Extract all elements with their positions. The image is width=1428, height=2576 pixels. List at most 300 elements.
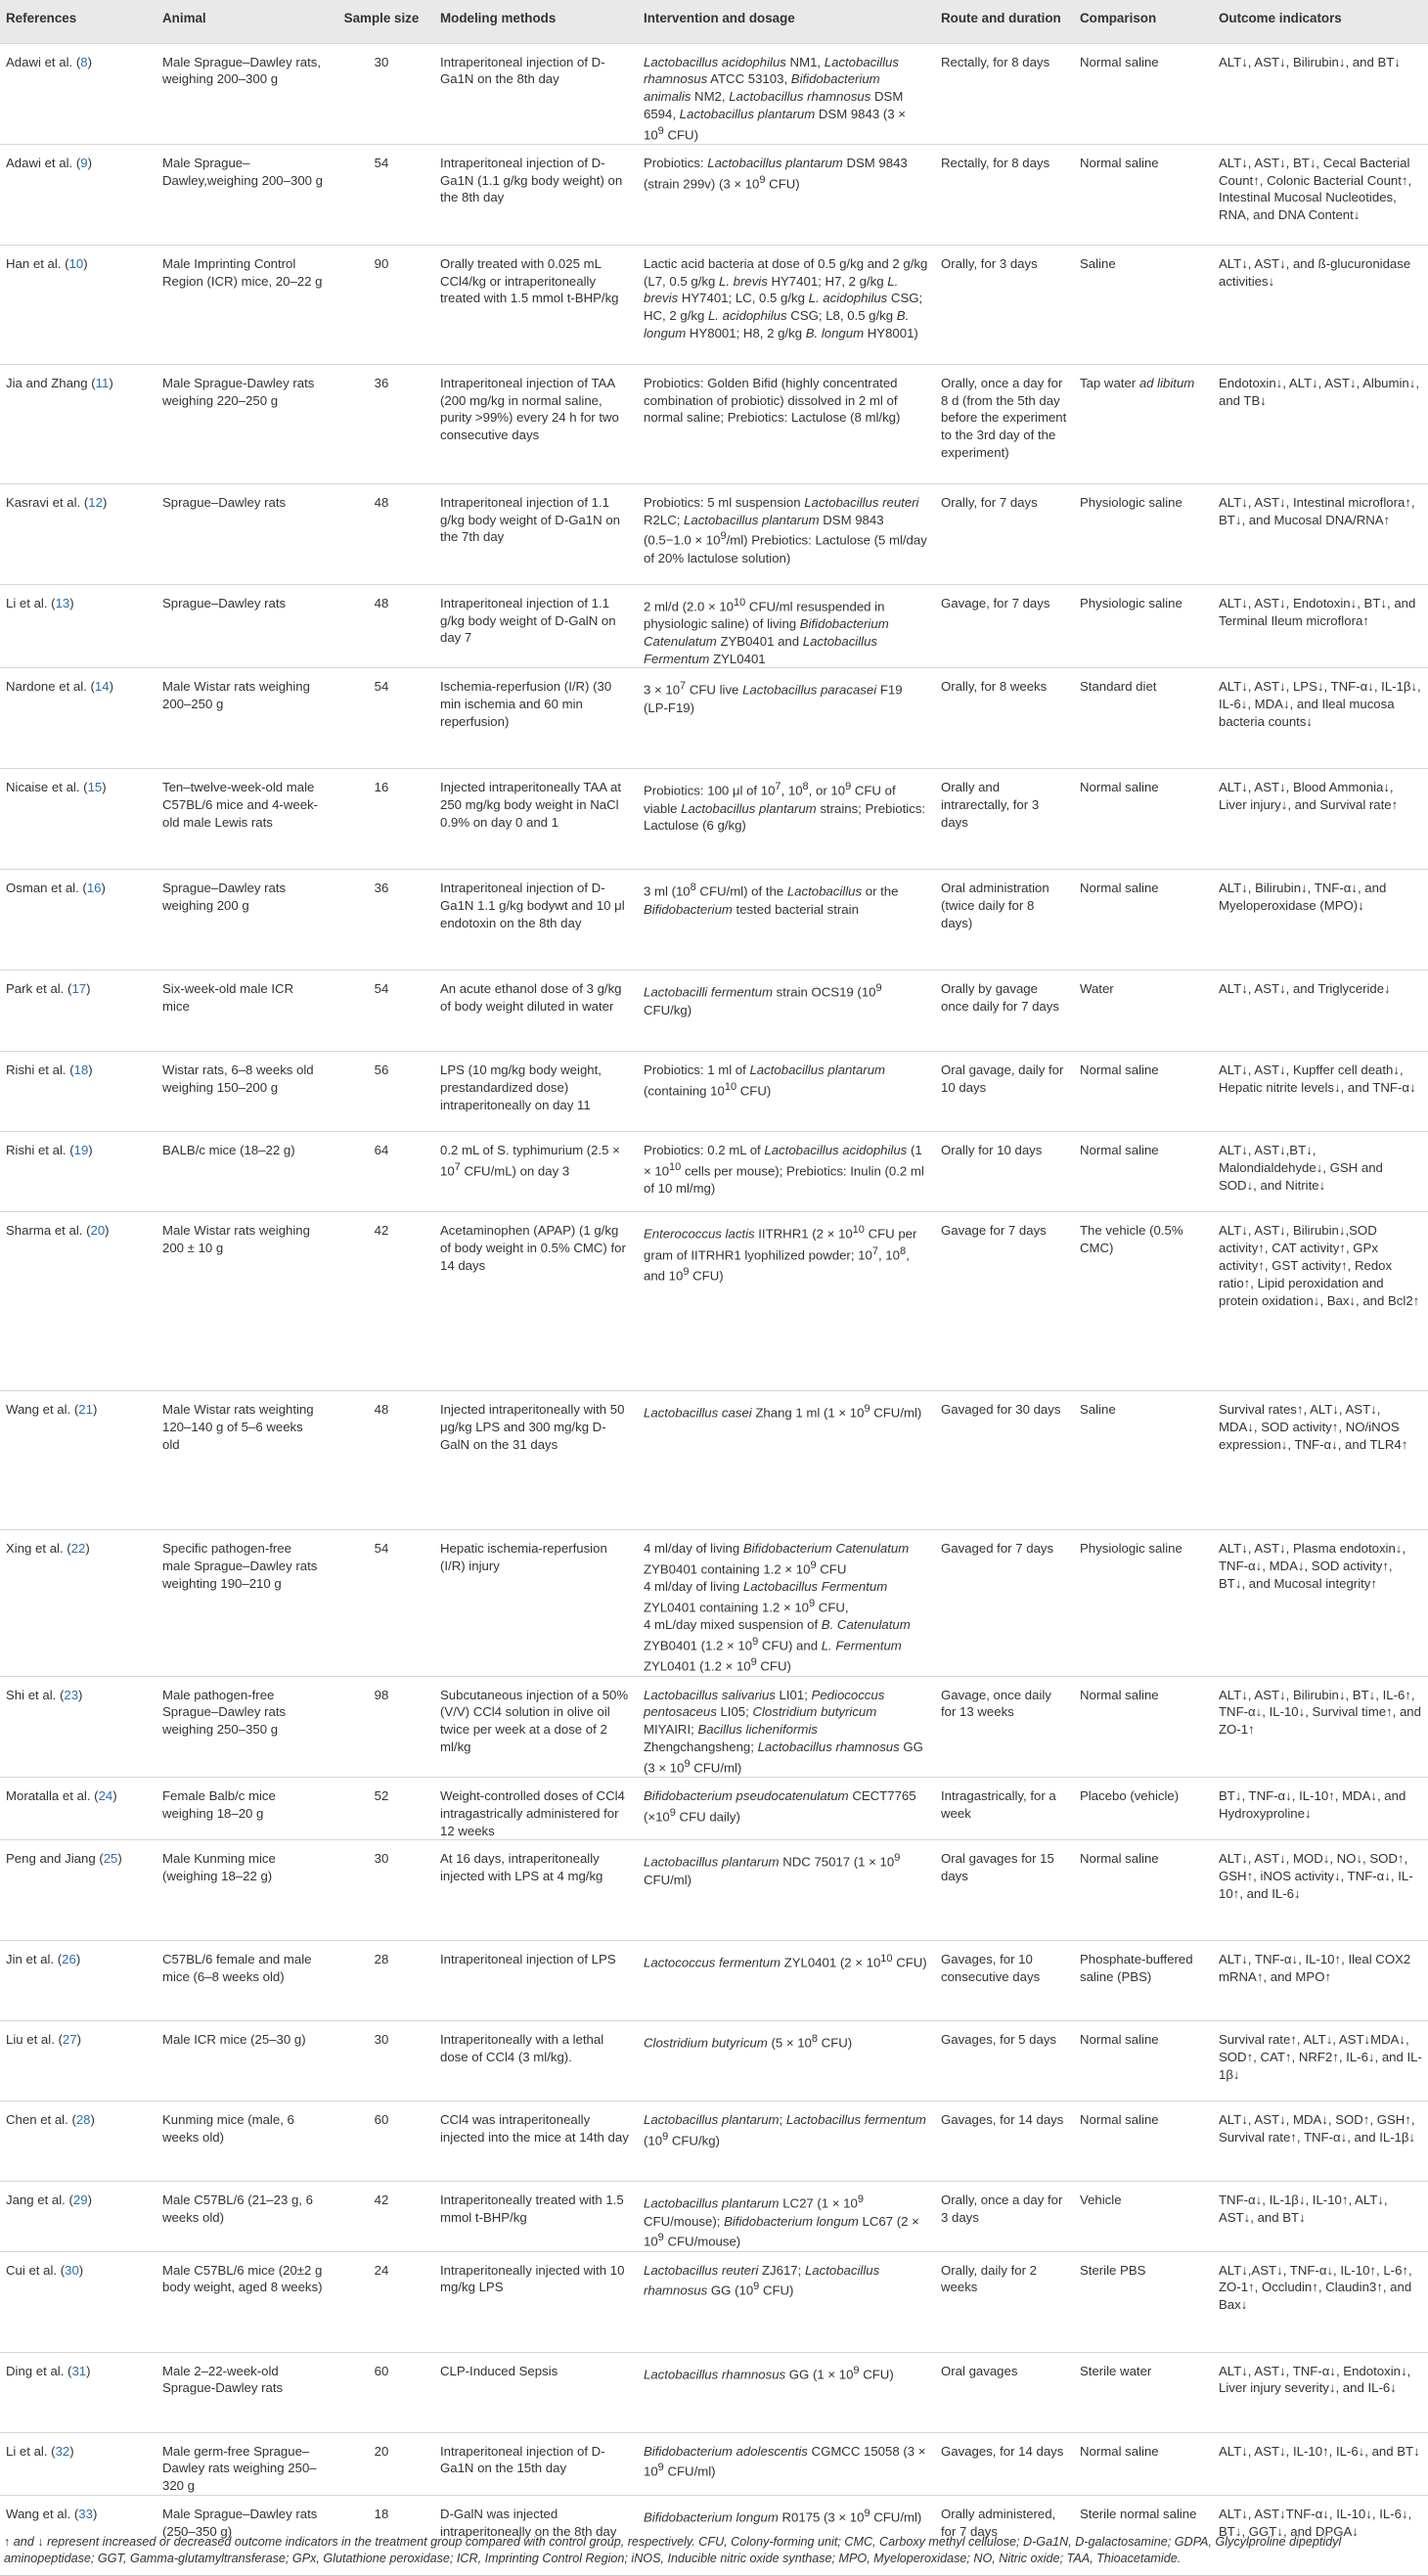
reference-close: ) <box>87 54 92 69</box>
comparison-cell: Normal saline <box>1074 144 1213 245</box>
reference-cell <box>0 1530 156 1676</box>
outcome-cell: ALT↓, AST↓, Bilirubin↓, and BT↓ <box>1213 43 1428 144</box>
outcome-cell: Endotoxin↓, ALT↓, AST↓, Albumin↓, and TB↓ <box>1213 364 1428 483</box>
reference-cell <box>0 584 156 668</box>
comparison-cell: Sterile PBS <box>1074 2251 1213 2352</box>
intervention-cell: Lactobacillus rhamnosus GG ($1 \times 10^9$ CFU) <box>638 2352 935 2432</box>
reference-author: Adawi et al. ( <box>6 54 81 69</box>
table-row <box>0 769 1428 870</box>
table-row <box>0 1212 1428 1391</box>
route-cell: Orally, for 7 days <box>935 483 1074 584</box>
animal-cell: Sprague–Dawley rats <box>156 584 329 668</box>
reference-close: ) <box>88 1143 93 1158</box>
reference-link[interactable]: 11 <box>95 375 110 390</box>
outcome-cell: ALT↓, AST↓, IL-10↑, IL-6↓, and BT↓ <box>1213 2432 1428 2495</box>
outcome-cell: ALT↓,AST↓, TNF-α↓, IL-10↑, L-6↑, ZO-1↑, Occludin↑, Claudin3↑, and Bax↓ <box>1213 2251 1428 2352</box>
sample-size-cell: 30 <box>329 2021 434 2101</box>
outcome-cell: BT↓, TNF-α↓, IL-10↑, MDA↓, and Hydroxyproline↓ <box>1213 1777 1428 1839</box>
animal-cell: Male Sprague–Dawley rats, weighing 200–300 g <box>156 43 329 144</box>
reference-close: ) <box>109 375 113 390</box>
sample-size-cell: 20 <box>329 2432 434 2495</box>
reference-link[interactable]: 23 <box>64 1687 79 1702</box>
reference-author: Ding et al. ( <box>6 2363 72 2378</box>
reference-close: ) <box>102 780 107 795</box>
route-cell: Intragastrically, for a week <box>935 1777 1074 1839</box>
table-footnote: ↑ and ↓ represent increased or decreased outcome indicators in the treatment group compared with control group, respectively. CFU, Colony-forming unit; CMC, Carboxy methyl cellulose; D-Ga1N, D-galactosamine; GDPA, Glycylproline dipeptidyl aminopeptidase; GGT, Gamma-glutamyltransferase; GPx, Glutathione peroxidase; ICR, Imprinting Control Region; iNOS, Inducible nitric oxide synthase; MPO, Myeloperoxidase; NO, Nitric oxide; TAA, Thioacetamide. <box>4 2535 1342 2565</box>
reference-close: ) <box>92 2506 98 2521</box>
reference-close: ) <box>87 2192 92 2208</box>
reference-cell <box>0 2432 156 2495</box>
modeling-cell: Intraperitoneal injection of D-Ga1N on the 15th day <box>434 2432 638 2495</box>
reference-author: Rishi et al. ( <box>6 1143 74 1158</box>
modeling-cell: 0.2 mL of S. typhimurium ($2.5 \times 10^7$ CFU/mL) on day 3 <box>434 1132 638 1212</box>
modeling-cell: An acute ethanol dose of 3 g/kg of body weight diluted in water <box>434 971 638 1052</box>
reference-link[interactable]: 25 <box>103 1851 118 1867</box>
animal-cell: Male Wistar rats weighing 200–250 g <box>156 668 329 769</box>
reference-close: ) <box>86 981 91 997</box>
modeling-cell: At 16 days, intraperitoneally injected with LPS at 4 mg/kg <box>434 1840 638 1941</box>
sample-size-cell: 48 <box>329 584 434 668</box>
comparison-cell: Phosphate-buffered saline (PBS) <box>1074 1941 1213 2021</box>
comparison-cell: Physiologic saline <box>1074 1530 1213 1676</box>
reference-close: ) <box>83 255 88 271</box>
intervention-cell: Lactobacillus plantarum LC27 ($1 \times 10^9$ CFU/mouse); Bifidobacterium longum LC67 ($2 \times 10^9$ CFU/mouse) <box>638 2182 935 2251</box>
reference-close: ) <box>112 1787 117 1803</box>
reference-cell <box>0 1676 156 1777</box>
animal-cell: Male Kunming mice (weighing 18–22 g) <box>156 1840 329 1941</box>
table-row <box>0 1777 1428 1839</box>
comparison-cell: Normal saline <box>1074 43 1213 144</box>
reference-link[interactable]: 22 <box>70 1541 86 1557</box>
route-cell: Gavaged for 30 days <box>935 1391 1074 1530</box>
reference-link[interactable]: 10 <box>68 255 84 271</box>
table-row <box>0 144 1428 245</box>
sample-size-cell: 28 <box>329 1941 434 2021</box>
animal-cell: Male Wistar rats weighing 200 ± 10 g <box>156 1212 329 1391</box>
reference-cell <box>0 2021 156 2101</box>
reference-cell <box>0 2101 156 2182</box>
intervention-cell: Lactobacillus salivarius LI01; Pediococcus pentosaceus LI05; Clostridium butyricum MIYAIRI; Bacillus licheniformis Zhengchangsheng; Lactobacillus rhamnosus GG ($3 \times 10^9$ CFU/ml) <box>638 1676 935 1777</box>
reference-cell <box>0 1840 156 1941</box>
reference-close: ) <box>78 2262 84 2278</box>
modeling-cell: Intraperitoneally with a lethal dose of CCl4 (3 ml/kg). <box>434 2021 638 2101</box>
reference-author: Shi et al. ( <box>6 1687 65 1702</box>
intervention-cell: Probiotics: Golden Bifid (highly concentrated combination of probiotic) dissolved in 2 ml of normal saline; Prebiotics: Lactulose (8 ml/kg) <box>638 364 935 483</box>
reference-link[interactable]: 24 <box>98 1787 113 1803</box>
reference-link[interactable]: 12 <box>88 494 103 510</box>
outcome-cell: ALT↓, AST↓, Bilirubin↓, BT↓, IL-6↑, TNF-α↓, IL-10↓, Survival time↑, and ZO-1↑ <box>1213 1676 1428 1777</box>
table-row <box>0 1676 1428 1777</box>
reference-close: ) <box>102 494 108 510</box>
reference-link[interactable]: 18 <box>73 1062 89 1078</box>
modeling-cell: LPS (10 mg/kg body weight, prestandardized dose) intraperitoneally on day 11 <box>434 1052 638 1132</box>
intervention-cell: Bifidobacterium longum R0175 ($3 \times 10^9$ CFU/ml) <box>638 2495 935 2575</box>
reference-link[interactable]: 16 <box>86 881 102 896</box>
outcome-cell: ALT↓, AST↓TNF-α↓, IL-10↓, IL-6↓, BT↓, GGT↓, and DPGA↓ <box>1213 2495 1428 2575</box>
table-row <box>0 2352 1428 2432</box>
modeling-cell: Subcutaneous injection of a 50% (V/V) CCl4 solution in olive oil twice per week at a dose of 2 ml/kg <box>434 1676 638 1777</box>
reference-cell <box>0 2352 156 2432</box>
table-row <box>0 668 1428 769</box>
animal-cell: Ten–twelve-week-old male C57BL/6 mice and 4-week-old male Lewis rats <box>156 769 329 870</box>
sample-size-cell: 42 <box>329 2182 434 2251</box>
outcome-cell: ALT↓, AST↓, Intestinal microflora↑, BT↓, and Mucosal DNA/RNA↑ <box>1213 483 1428 584</box>
intervention-cell: Lactobacilli fermentum strain OCS19 ($10^9$ CFU/kg) <box>638 971 935 1052</box>
animal-cell: Sprague–Dawley rats weighing 200 g <box>156 870 329 971</box>
animal-cell: Specific pathogen-free male Sprague–Dawley rats weighting 190–210 g <box>156 1530 329 1676</box>
reference-link[interactable]: 19 <box>73 1143 89 1158</box>
comparison-cell: Saline <box>1074 1391 1213 1530</box>
reference-link[interactable]: 32 <box>55 2443 70 2459</box>
modeling-cell: Intraperitoneal injection of TAA (200 mg/kg in normal saline, purity >99%) every 24 h for two consecutive days <box>434 364 638 483</box>
reference-cell <box>0 1132 156 1212</box>
outcome-cell: ALT↓, AST↓, and ß-glucuronidase activities↓ <box>1213 245 1428 364</box>
modeling-cell: CCl4 was intraperitoneally injected into the mice at 14th day <box>434 2101 638 2182</box>
animal-cell: Male C57BL/6 mice (20±2 g body weight, aged 8 weeks) <box>156 2251 329 2352</box>
table-body <box>0 43 1428 2575</box>
header-intervention: Intervention and dosage <box>638 0 935 43</box>
reference-cell <box>0 1212 156 1391</box>
reference-author: Jang et al. ( <box>6 2192 73 2208</box>
route-cell: Orally, daily for 2 weeks <box>935 2251 1074 2352</box>
route-cell: Orally, once a day for 8 d (from the 5th day before the experiment to the 3rd day of the experiment) <box>935 364 1074 483</box>
sample-size-cell: 52 <box>329 1777 434 1839</box>
reference-close: ) <box>92 1402 98 1418</box>
reference-author: Nicaise et al. ( <box>6 780 88 795</box>
reference-link[interactable]: 26 <box>62 1952 76 1967</box>
reference-author: Xing et al. ( <box>6 1541 71 1557</box>
sample-size-cell: 54 <box>329 971 434 1052</box>
route-cell: Gavages, for 10 consecutive days <box>935 1941 1074 2021</box>
reference-author: Han et al. ( <box>6 255 69 271</box>
outcome-cell: ALT↓, TNF-α↓, IL-10↑, Ileal COX2 mRNA↑, and MPO↑ <box>1213 1941 1428 2021</box>
outcome-cell: ALT↓, AST↓,BT↓, Malondialdehyde↓, GSH and SOD↓, and Nitrite↓ <box>1213 1132 1428 1212</box>
header-sample-size: Sample size <box>329 0 434 43</box>
intervention-cell: 3 ml ($10^8$ CFU/ml) of the Lactobacillus or the Bifidobacterium tested bacterial strain <box>638 870 935 971</box>
sample-size-cell: 54 <box>329 144 434 245</box>
outcome-cell: TNF-α↓, IL-1β↓, IL-10↑, ALT↓, AST↓, and BT↓ <box>1213 2182 1428 2251</box>
route-cell: Oral gavages <box>935 2352 1074 2432</box>
comparison-cell: Normal saline <box>1074 1052 1213 1132</box>
table-row <box>0 971 1428 1052</box>
comparison-cell: Normal saline <box>1074 769 1213 870</box>
outcome-cell: Survival rate↑, ALT↓, AST↓MDA↓, SOD↑, CAT↑, NRF2↑, IL-6↓, and IL-1β↓ <box>1213 2021 1428 2101</box>
reference-close: ) <box>87 155 92 170</box>
intervention-cell: Probiotics: 100 μl of $10^7$, $10^8$, or $10^9$ CFU of viable Lactobacillus plantarum strains; Prebiotics: Lactulose (6 g/kg) <box>638 769 935 870</box>
sample-size-cell: 60 <box>329 2101 434 2182</box>
sample-size-cell: 60 <box>329 2352 434 2432</box>
reference-link[interactable]: 8 <box>80 54 88 69</box>
reference-link[interactable]: 28 <box>75 2112 91 2128</box>
table-header-row <box>0 0 1428 43</box>
route-cell: Rectally, for 8 days <box>935 144 1074 245</box>
reference-link[interactable]: 21 <box>78 1402 93 1418</box>
sample-size-cell: 64 <box>329 1132 434 1212</box>
reference-cell <box>0 483 156 584</box>
intervention-cell: Probiotics: 0.2 mL of Lactobacillus acidophilus ($1 \times 10^{10}$ cells per mouse); Prebiotics: Inulin (0.2 ml of 10 ml/mg) <box>638 1132 935 1212</box>
outcome-cell: Survival rates↑, ALT↓, AST↓, MDA↓, SOD activity↑, NO/iNOS expression↓, TNF-α↓, and TLR4↑ <box>1213 1391 1428 1530</box>
reference-author: Wang et al. ( <box>6 1402 79 1418</box>
modeling-cell: Intraperitoneal injection of D-Ga1N (1.1 g/kg body weight) on the 8th day <box>434 144 638 245</box>
reference-cell <box>0 1777 156 1839</box>
modeling-cell: Intraperitoneal injection of 1.1 g/kg body weight of D-Ga1N on the 7th day <box>434 483 638 584</box>
intervention-cell: Bifidobacterium pseudocatenulatum CECT7765 ($\times 10^9$ CFU daily) <box>638 1777 935 1839</box>
reference-link[interactable]: 14 <box>94 679 110 695</box>
reference-close: ) <box>86 2363 91 2378</box>
reference-close: ) <box>69 595 74 610</box>
comparison-cell: Sterile normal saline <box>1074 2495 1213 2575</box>
table-row <box>0 483 1428 584</box>
comparison-cell: Normal saline <box>1074 1840 1213 1941</box>
intervention-cell: Lactobacillus reuteri ZJ617; Lactobacillus rhamnosus GG ($10^9$ CFU) <box>638 2251 935 2352</box>
animal-cell: Male ICR mice (25–30 g) <box>156 2021 329 2101</box>
comparison-cell: Saline <box>1074 245 1213 364</box>
reference-author: Adawi et al. ( <box>6 155 81 170</box>
table-row <box>0 2021 1428 2101</box>
intervention-cell: 2 ml/d ($2.0 \times 10^{10}$ CFU/ml resuspended in physiologic saline) of living Bifidobacterium Catenulatum ZYB0401 and Lactobacillus Fermentum ZYL0401 <box>638 584 935 668</box>
reference-author: Peng and Jiang ( <box>6 1851 104 1867</box>
reference-close: ) <box>78 1687 83 1702</box>
comparison-cell: Water <box>1074 971 1213 1052</box>
modeling-cell: CLP-Induced Sepsis <box>434 2352 638 2432</box>
modeling-cell: Intraperitoneally injected with 10 mg/kg LPS <box>434 2251 638 2352</box>
reference-link[interactable]: 17 <box>71 981 87 997</box>
outcome-cell: ALT↓, AST↓, Plasma endotoxin↓, TNF-α↓, MDA↓, SOD activity↑, BT↓, and Mucosal integrity↑ <box>1213 1530 1428 1676</box>
reference-cell <box>0 2251 156 2352</box>
animal-cell: Male Sprague-Dawley rats weighing 220–250 g <box>156 364 329 483</box>
reference-author: Liu et al. ( <box>6 2032 63 2048</box>
outcome-cell: ALT↓, AST↓, MOD↓, NO↓, SOD↑, GSH↑, iNOS activity↓, TNF-α↓, IL-10↑, and IL-6↓ <box>1213 1840 1428 1941</box>
reference-close: ) <box>88 1062 93 1078</box>
table-row <box>0 1840 1428 1941</box>
table-row <box>0 1132 1428 1212</box>
animal-cell: Female Balb/c mice weighing 18–20 g <box>156 1777 329 1839</box>
outcome-cell: ALT↓, AST↓, Bilirubin↓,SOD activity↑, CAT activity↑, GPx activity↑, GST activity↑, Redox ratio↑, Lipid peroxidation and protein oxidation↓, Bax↓, and Bcl2↑ <box>1213 1212 1428 1391</box>
reference-cell <box>0 2182 156 2251</box>
reference-link[interactable]: 27 <box>62 2032 77 2048</box>
reference-author: Cui et al. ( <box>6 2262 66 2278</box>
outcome-cell: ALT↓, AST↓, TNF-α↓, Endotoxin↓, Liver injury severity↓, and IL-6↓ <box>1213 2352 1428 2432</box>
reference-link[interactable]: 9 <box>80 155 88 170</box>
table-row <box>0 1530 1428 1676</box>
route-cell: Orally, once a day for 3 days <box>935 2182 1074 2251</box>
modeling-cell: Injected intraperitoneally with 50 μg/kg LPS and 300 mg/kg D-GalN on the 31 days <box>434 1391 638 1530</box>
outcome-cell: ALT↓, AST↓, BT↓, Cecal Bacterial Count↑, Colonic Bacterial Count↑, Intestinal Mucosal Nucleotides, RNA, and DNA Content↓ <box>1213 144 1428 245</box>
intervention-cell: Bifidobacterium adolescentis CGMCC 15058 ($3 \times 10^9$ CFU/ml) <box>638 2432 935 2495</box>
comparison-cell: Normal saline <box>1074 1676 1213 1777</box>
comparison-cell: Normal saline <box>1074 2432 1213 2495</box>
route-cell: Gavage for 7 days <box>935 1212 1074 1391</box>
header-route: Route and duration <box>935 0 1074 43</box>
reference-author: Jin et al. ( <box>6 1952 63 1967</box>
sample-size-cell: 36 <box>329 364 434 483</box>
modeling-cell: Acetaminophen (APAP) (1 g/kg of body weight in 0.5% CMC) for 14 days <box>434 1212 638 1391</box>
comparison-cell: Normal saline <box>1074 870 1213 971</box>
table-row <box>0 584 1428 668</box>
animal-cell: Male C57BL/6 (21–23 g, 6 weeks old) <box>156 2182 329 2251</box>
reference-cell <box>0 144 156 245</box>
reference-link[interactable]: 33 <box>78 2506 93 2521</box>
route-cell: Orally, for 8 weeks <box>935 668 1074 769</box>
comparison-cell: Standard diet <box>1074 668 1213 769</box>
reference-close: ) <box>105 1223 110 1239</box>
comparison-cell: Normal saline <box>1074 1132 1213 1212</box>
table-row <box>0 245 1428 364</box>
intervention-cell: $3 \times 10^7$ CFU live Lactobacillus paracasei F19 (LP-F19) <box>638 668 935 769</box>
animal-cell: Kunming mice (male, 6 weeks old) <box>156 2101 329 2182</box>
outcome-cell: ALT↓, AST↓, Kupffer cell death↓, Hepatic nitrite levels↓, and TNF-α↓ <box>1213 1052 1428 1132</box>
table-row <box>0 870 1428 971</box>
intervention-cell: Lactic acid bacteria at dose of 0.5 g/kg and 2 g/kg (L7, 0.5 g/kg L. brevis HY7401; H7, 2 g/kg L. brevis HY7401; LC, 0.5 g/kg L. acidophilus CSG; HC, 2 g/kg L. acidophilus CSG; L8, 0.5 g/kg B. longum HY8001; H8, 2 g/kg B. longum HY8001) <box>638 245 935 364</box>
comparison-cell: Physiologic saline <box>1074 483 1213 584</box>
modeling-cell: Intraperitoneal injection of D-Ga1N 1.1 g/kg bodywt and 10 μl endotoxin on the 8th day <box>434 870 638 971</box>
route-cell: Gavage, for 7 days <box>935 584 1074 668</box>
comparison-cell: Tap water ad libitum <box>1074 364 1213 483</box>
reference-close: ) <box>85 1541 90 1557</box>
table-row <box>0 43 1428 144</box>
modeling-cell: Hepatic ischemia-reperfusion (I/R) injury <box>434 1530 638 1676</box>
intervention-cell: Lactobacillus acidophilus NM1, Lactobacillus rhamnosus ATCC 53103, Bifidobacterium animalis NM2, Lactobacillus rhamnosus DSM 6594, Lactobacillus plantarum DSM 9843 ($3 \times 10^9$ CFU) <box>638 43 935 144</box>
reference-author: Sharma et al. ( <box>6 1223 91 1239</box>
animal-cell: C57BL/6 female and male mice (6–8 weeks old) <box>156 1941 329 2021</box>
reference-author: Osman et al. ( <box>6 881 87 896</box>
sample-size-cell: 24 <box>329 2251 434 2352</box>
sample-size-cell: 90 <box>329 245 434 364</box>
reference-author: Wang et al. ( <box>6 2506 79 2521</box>
animal-cell: Male pathogen-free Sprague–Dawley rats weighing 250–350 g <box>156 1676 329 1777</box>
reference-close: ) <box>76 2032 81 2048</box>
animal-cell: Male 2–22-week-old Sprague-Dawley rats <box>156 2352 329 2432</box>
reference-close: ) <box>69 2443 74 2459</box>
reference-link[interactable]: 13 <box>55 595 70 610</box>
reference-author: Li et al. ( <box>6 2443 56 2459</box>
header-animal: Animal <box>156 0 329 43</box>
route-cell: Gavages, for 14 days <box>935 2432 1074 2495</box>
route-cell: Orally for 10 days <box>935 1132 1074 1212</box>
route-cell: Oral gavage, daily for 10 days <box>935 1052 1074 1132</box>
intervention-cell: Lactobacillus plantarum; Lactobacillus fermentum ($10^9$ CFU/kg) <box>638 2101 935 2182</box>
modeling-cell: Intraperitoneally treated with 1.5 mmol t-BHP/kg <box>434 2182 638 2251</box>
reference-link[interactable]: 20 <box>90 1223 106 1239</box>
table-row <box>0 1941 1428 2021</box>
comparison-cell: Placebo (vehicle) <box>1074 1777 1213 1839</box>
sample-size-cell: 54 <box>329 668 434 769</box>
animal-cell: Male germ-free Sprague–Dawley rats weighing 250–320 g <box>156 2432 329 2495</box>
reference-author: Kasravi et al. ( <box>6 494 89 510</box>
reference-link[interactable]: 15 <box>87 780 103 795</box>
route-cell: Orally and intrarectally, for 3 days <box>935 769 1074 870</box>
animal-cell: Male Imprinting Control Region (ICR) mice, 20–22 g <box>156 245 329 364</box>
outcome-cell: ALT↓, AST↓, and Triglyceride↓ <box>1213 971 1428 1052</box>
modeling-cell: Injected intraperitoneally TAA at 250 mg/kg body weight in NaCl 0.9% on day 0 and 1 <box>434 769 638 870</box>
route-cell: Oral gavages for 15 days <box>935 1840 1074 1941</box>
sample-size-cell: 30 <box>329 1840 434 1941</box>
sample-size-cell: 30 <box>329 43 434 144</box>
route-cell: Orally by gavage once daily for 7 days <box>935 971 1074 1052</box>
comparison-cell: Normal saline <box>1074 2101 1213 2182</box>
reference-cell <box>0 1052 156 1132</box>
comparison-cell: The vehicle (0.5% CMC) <box>1074 1212 1213 1391</box>
sample-size-cell: 98 <box>329 1676 434 1777</box>
intervention-cell: Probiotics: 5 ml suspension Lactobacillus reuteri R2LC; Lactobacillus plantarum DSM 9843 $(0.5-1.0 \times 10^9/ml)$ Prebiotics: Lactulose (5 ml/day of 20% lactulose solution) <box>638 483 935 584</box>
sample-size-cell: 42 <box>329 1212 434 1391</box>
animal-cell: Male Wistar rats weighting 120–140 g of 5–6 weeks old <box>156 1391 329 1530</box>
modeling-cell: Intraperitoneal injection of D-Ga1N on the 8th day <box>434 43 638 144</box>
sample-size-cell: 36 <box>329 870 434 971</box>
table-row <box>0 1391 1428 1530</box>
reference-cell <box>0 668 156 769</box>
header-references: References <box>0 0 156 43</box>
reference-author: Chen et al. ( <box>6 2112 76 2128</box>
outcome-cell: ALT↓, AST↓, Blood Ammonia↓, Liver injury↓, and Survival rate↑ <box>1213 769 1428 870</box>
reference-author: Jia and Zhang ( <box>6 375 96 390</box>
table-row <box>0 1052 1428 1132</box>
reference-link[interactable]: 29 <box>72 2192 88 2208</box>
route-cell: Orally administered, for 7 days <box>935 2495 1074 2575</box>
reference-cell <box>0 870 156 971</box>
reference-author: Li et al. ( <box>6 595 56 610</box>
intervention-cell: Probiotics: Lactobacillus plantarum DSM 9843 (strain 299v) ($3 \times 10^9$ CFU) <box>638 144 935 245</box>
table-row <box>0 364 1428 483</box>
comparison-cell: Vehicle <box>1074 2182 1213 2251</box>
route-cell: Gavages, for 5 days <box>935 2021 1074 2101</box>
route-cell: Gavage, once daily for 13 weeks <box>935 1676 1074 1777</box>
table-row <box>0 2101 1428 2182</box>
reference-close: ) <box>109 679 113 695</box>
outcome-cell: ALT↓, AST↓, LPS↓, TNF-α↓, IL-1β↓, IL-6↓, MDA↓, and Ileal mucosa bacteria counts↓ <box>1213 668 1428 769</box>
table-row <box>0 2251 1428 2352</box>
modeling-cell: Intraperitoneal injection of LPS <box>434 1941 638 2021</box>
route-cell: Rectally, for 8 days <box>935 43 1074 144</box>
modeling-cell: Orally treated with 0.025 mL CCl4/kg or intraperitoneally treated with 1.5 mmol t-BHP/kg <box>434 245 638 364</box>
sample-size-cell: 16 <box>329 769 434 870</box>
sample-size-cell: 18 <box>329 2495 434 2575</box>
reference-author: Rishi et al. ( <box>6 1062 74 1078</box>
reference-cell <box>0 1941 156 2021</box>
reference-link[interactable]: 30 <box>65 2262 79 2278</box>
outcome-cell: ALT↓, Bilirubin↓, TNF-α↓, and Myeloperoxidase (MPO)↓ <box>1213 870 1428 971</box>
route-cell: Gavages, for 14 days <box>935 2101 1074 2182</box>
intervention-cell: Enterococcus lactis IITRHR1 ($2 \times 10^{10}$ CFU per gram of IITRHR1 lyophilized powder; $10^7$, $10^8$, and $10^9$ CFU) <box>638 1212 935 1391</box>
table-row <box>0 2432 1428 2495</box>
route-cell: Oral administration (twice daily for 8 days) <box>935 870 1074 971</box>
reference-close: ) <box>90 2112 95 2128</box>
intervention-cell: 4 ml/day of living Bifidobacterium Catenulatum ZYB0401 containing $1.2 \times 10^9$ CFU 4 ml/day of living Lactobacillus Fermentum ZYL0401 containing $1.2 \times 10^9$ CFU, 4 mL/day mixed suspension of B. Catenulatum ZYB0401 ($1.2 \times 10^9$ CFU) and L. Fermentum ZYL0401 ($1.2 \times 10^9$ CFU) <box>638 1530 935 1676</box>
reference-close: ) <box>75 1952 81 1967</box>
intervention-cell: Lactobacillus casei Zhang 1 ml ($1 \times 10^9$ CFU/ml) <box>638 1391 935 1530</box>
outcome-cell: ALT↓, AST↓, Endotoxin↓, BT↓, and Terminal Ileum microflora↑ <box>1213 584 1428 668</box>
header-comparison: Comparison <box>1074 0 1213 43</box>
reference-cell <box>0 1391 156 1530</box>
sample-size-cell: 48 <box>329 1391 434 1530</box>
animal-cell: Wistar rats, 6–8 weeks old weighing 150–200 g <box>156 1052 329 1132</box>
reference-cell <box>0 971 156 1052</box>
animal-cell: Male Sprague–Dawley rats (250–350 g) <box>156 2495 329 2575</box>
reference-close: ) <box>117 1851 122 1867</box>
modeling-cell: Weight-controlled doses of CCl4 intragastrically administered for 12 weeks <box>434 1777 638 1839</box>
animal-cell: Six-week-old male ICR mice <box>156 971 329 1052</box>
modeling-cell: D-GalN was injected intraperitoneally on the 8th day <box>434 2495 638 2575</box>
intervention-cell: Lactococcus fermentum ZYL0401 ($2 \times 10^{10}$ CFU) <box>638 1941 935 2021</box>
reference-author: Park et al. ( <box>6 981 72 997</box>
reference-author: Moratalla et al. ( <box>6 1787 99 1803</box>
comparison-cell: Physiologic saline <box>1074 584 1213 668</box>
reference-author: Nardone et al. ( <box>6 679 95 695</box>
reference-link[interactable]: 31 <box>71 2363 87 2378</box>
comparison-cell: Normal saline <box>1074 2021 1213 2101</box>
route-cell: Orally, for 3 days <box>935 245 1074 364</box>
sample-size-cell: 54 <box>329 1530 434 1676</box>
